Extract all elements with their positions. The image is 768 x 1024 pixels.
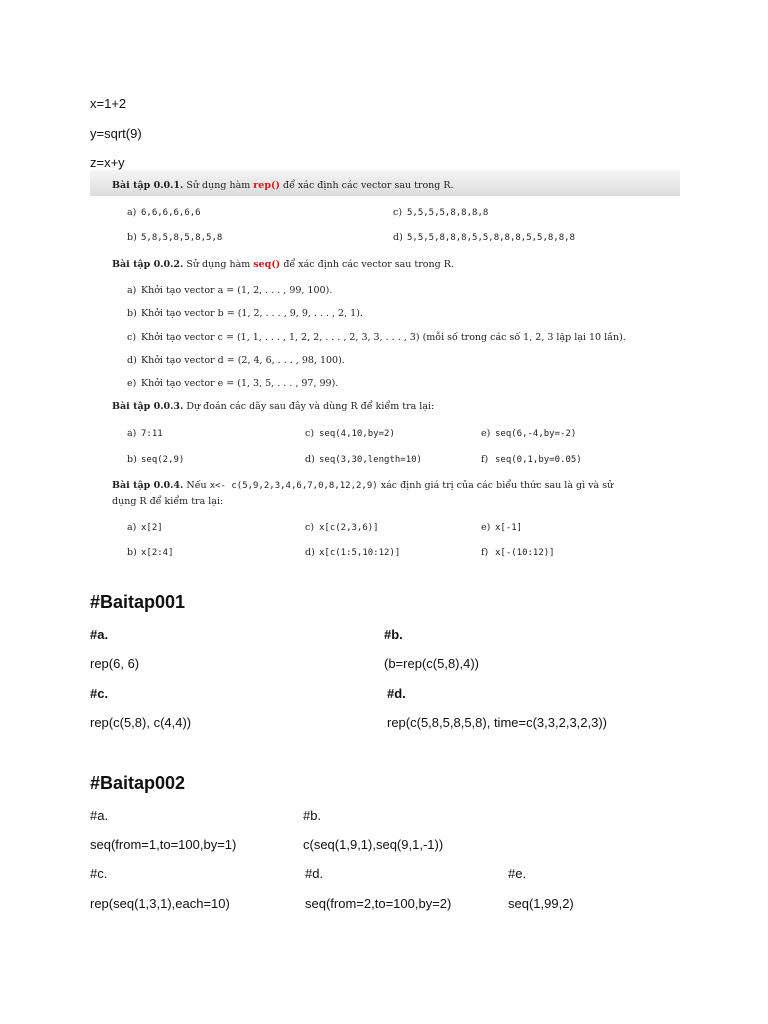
- baitap002-c-code: rep(seq(1,3,1),each=10): [90, 896, 230, 911]
- exercise-4-item-f: f) x[-(10:12)]: [481, 547, 555, 558]
- exercise-3-heading: Bài tập 0.0.3. Dự đoán các dãy sau đây và dùng R để kiểm tra lại:: [112, 401, 435, 412]
- baitap002-d-label: #d.: [305, 866, 324, 881]
- baitap002-b-label: #b.: [303, 808, 322, 823]
- exercise-3-item-e: e) seq(6,-4,by=-2): [481, 428, 577, 439]
- exercise-4-heading-line2: dụng R để kiểm tra lại:: [112, 496, 224, 507]
- exercise-1-item-a: a) 6,6,6,6,6,6: [127, 207, 201, 218]
- exercise-3-item-c: c) seq(4,10,by=2): [305, 428, 395, 439]
- baitap001-a-code: rep(6, 6): [90, 656, 140, 671]
- baitap001-b-label: #b.: [384, 627, 403, 642]
- baitap002-a-code: seq(from=1,to=100,by=1): [90, 837, 237, 852]
- exercise-3-item-b: b) seq(2,9): [127, 454, 185, 465]
- exercise-excerpt-image: [90, 170, 680, 575]
- baitap002-e-label: #e.: [508, 866, 527, 881]
- baitap001-d-code: rep(c(5,8,5,8,5,8), time=c(3,3,2,3,2,3)): [387, 715, 608, 730]
- baitap001-title: #Baitap001: [90, 592, 186, 612]
- exercise-2-item-b: b) Khởi tạo vector b = (1, 2, . . . , 9, 9, . . . , 2, 1).: [127, 308, 363, 319]
- exercise-2-item-a: a) Khởi tạo vector a = (1, 2, . . . , 99, 100).: [127, 285, 333, 296]
- exercise-4-item-e: e) x[-1]: [481, 522, 523, 533]
- exercise-3-item-d: d) seq(3,30,length=10): [305, 454, 422, 465]
- exercise-2-heading: Bài tập 0.0.2. Sử dụng hàm seq() để xác định các vector sau trong R.: [112, 259, 454, 270]
- exercise-2-item-c: c) Khởi tạo vector c = (1, 1, . . . , 1, 2, 2, . . . , 2, 3, 3, . . . , 3) (mỗi số trong các số 1, 2, 3 lặp lại 10 lần).: [127, 332, 626, 343]
- exercise-4-item-b: b) x[2:4]: [127, 547, 174, 558]
- exercise-3-item-a: a) 7:11: [127, 428, 163, 439]
- baitap001-c-code: rep(c(5,8), c(4,4)): [90, 715, 192, 730]
- baitap002-b-code: c(seq(1,9,1),seq(9,1,-1)): [303, 837, 444, 852]
- exercise-4-item-a: a) x[2]: [127, 522, 163, 533]
- baitap002-c-label: #c.: [90, 866, 108, 881]
- exercise-1-item-c: c) 5,5,5,5,8,8,8,8: [393, 207, 489, 218]
- exercise-4-heading: Bài tập 0.0.4. Nếu x<- c(5,9,2,3,4,6,7,0,8,12,2,9) xác định giá trị của các biểu thức sau là gì và sử: [112, 480, 614, 491]
- baitap002-title: #Baitap002: [90, 773, 186, 793]
- baitap001-c-label: #c.: [90, 686, 109, 701]
- exercise-1-item-b: b) 5,8,5,8,5,8,5,8: [127, 232, 223, 243]
- exercise-1-heading: Bài tập 0.0.1. Sử dụng hàm rep() để xác định các vector sau trong R.: [112, 180, 454, 191]
- code-line-y: y=sqrt(9): [90, 126, 142, 141]
- baitap001-a-label: #a.: [90, 627, 109, 642]
- baitap002-a-label: #a.: [90, 808, 109, 823]
- exercise-2-item-e: e) Khởi tạo vector e = (1, 3, 5, . . . , 97, 99).: [127, 378, 339, 389]
- baitap002-d-code: seq(from=2,to=100,by=2): [305, 896, 452, 911]
- exercise-1-item-d: d) 5,5,5,8,8,8,5,5,8,8,8,5,5,8,8,8: [393, 232, 575, 243]
- exercise-4-item-d: d) x[c(1:5,10:12)]: [305, 547, 401, 558]
- baitap001-d-label: #d.: [387, 686, 406, 701]
- code-line-x: x=1+2: [90, 96, 127, 111]
- baitap001-b-code: (b=rep(c(5,8),4)): [384, 656, 479, 671]
- exercise-4-item-c: c) x[c(2,3,6)]: [305, 522, 379, 533]
- code-line-z: z=x+y: [90, 155, 125, 170]
- baitap002-e-code: seq(1,99,2): [508, 896, 574, 911]
- exercise-2-item-d: d) Khởi tạo vector d = (2, 4, 6, . . . , 98, 100).: [127, 355, 345, 366]
- exercise-3-item-f: f) seq(0,1,by=0.05): [481, 454, 582, 465]
